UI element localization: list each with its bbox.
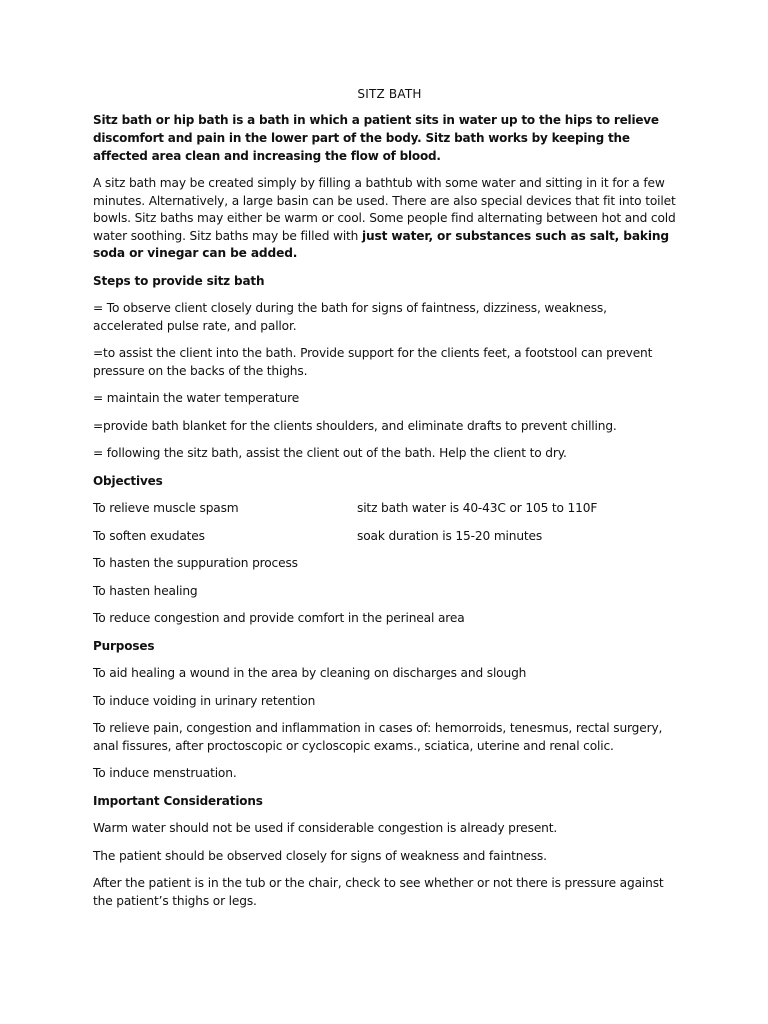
document-title: SITZ BATH — [357, 87, 422, 101]
step-item: =provide bath blanket for the clients shoulders, and eliminate drafts to prevent chilling. — [93, 418, 617, 433]
duration-note: soak duration is 15-20 minutes — [357, 528, 543, 543]
objectives-heading: Objectives — [93, 473, 163, 488]
consideration-item: The patient should be observed closely for signs of weakness and faintness. — [93, 848, 547, 863]
objective-item: To relieve muscle spasm — [93, 501, 239, 515]
purpose-item: To induce menstruation. — [93, 766, 237, 780]
consideration-item: After the patient is in the tub or the chair, check to see whether or not there is pressure against the patient’s thighs or legs. — [93, 876, 664, 908]
purposes-heading: Purposes — [93, 638, 155, 653]
steps-heading: Steps to provide sitz bath — [93, 273, 265, 288]
step-item: = maintain the water temperature — [93, 391, 300, 405]
consideration-item: Warm water should not be used if considerable congestion is already present. — [93, 821, 558, 835]
temperature-note: sitz bath water is 40-43C or 105 to 110F — [357, 501, 598, 515]
step-item: =to assist the client into the bath. Provide support for the clients feet, a footstool can prevent pressure on the backs of the thighs. — [93, 346, 653, 378]
objective-item: To reduce congestion and provide comfort in the perineal area — [93, 611, 465, 625]
purpose-item: To induce voiding in urinary retention — [93, 693, 316, 708]
description-paragraph — [93, 175, 678, 263]
objective-row — [93, 528, 678, 546]
purpose-item: To relieve pain, congestion and inflammation in cases of: hemorroids, tenesmus, rectal surgery, anal fissures, after proctoscopic or cycloscopic exams., sciatica, uterine and renal colic. — [93, 721, 663, 753]
objective-item: To hasten the suppuration process — [93, 556, 298, 570]
objective-row — [93, 500, 678, 518]
description-bold-text: just water, or substances such as salt, baking soda or vinegar can be added. — [93, 228, 669, 260]
purpose-item: To aid healing a wound in the area by cleaning on discharges and slough — [93, 666, 527, 680]
considerations-heading: Important Considerations — [93, 793, 263, 808]
objective-item: To hasten healing — [93, 583, 198, 598]
objective-item: To soften exudates — [93, 528, 205, 543]
description-text: A sitz bath may be created simply by filling a bathtub with some water and sitting in it for a few minutes. Alternatively, a large basin can be used. There are also special devices that fit into toilet bowls. Sitz baths may either be warm or cool. Some people find alternating between hot and cold water soothing. Sitz baths may be filled with — [93, 176, 676, 243]
step-item: = following the sitz bath, assist the client out of the bath. Help the client to dry. — [93, 446, 567, 460]
intro-paragraph: Sitz bath or hip bath is a bath in which a patient sits in water up to the hips to relieve discomfort and pain in the lower part of the body. Sitz bath works by keeping the affected area clean and increasing the flow of blood. — [93, 113, 659, 163]
document-page — [93, 86, 678, 920]
step-item: = To observe client closely during the bath for signs of faintness, dizziness, weakness, accelerated pulse rate, and pallor. — [93, 301, 607, 333]
